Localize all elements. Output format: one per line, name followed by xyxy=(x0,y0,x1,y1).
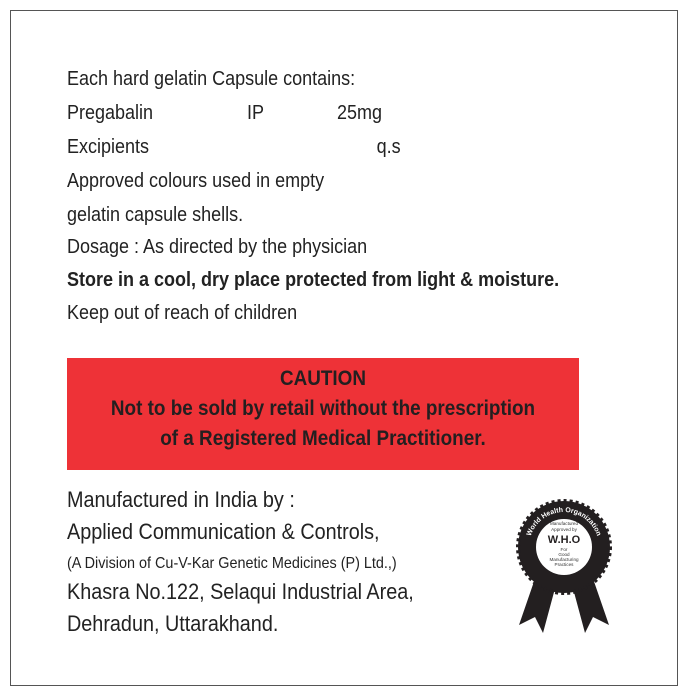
excipients-label: Excipients xyxy=(67,136,150,158)
drug-quantity: 25mg xyxy=(337,102,383,124)
address-line-2: Dehradun, Uttarakhand. xyxy=(67,611,279,636)
seal-line-4: Good xyxy=(558,552,570,557)
caution-box xyxy=(67,358,579,470)
seal-line-6: Practices xyxy=(554,562,574,567)
storage-instruction: Store in a cool, dry place protected from light & moisture. xyxy=(67,269,560,291)
excipients-quantity: q.s xyxy=(376,136,401,158)
dosage-text: Dosage : As directed by the physician xyxy=(67,236,368,258)
caution-title: CAUTION xyxy=(279,367,367,390)
caution-line-2: of a Registered Medical Practitioner. xyxy=(160,427,486,450)
seal-abbr: W.H.O xyxy=(547,534,581,546)
colours-line-2: gelatin capsule shells. xyxy=(67,204,244,226)
seal-line-1: Manufactured xyxy=(549,521,579,526)
seal-line-5: Manufacturing xyxy=(549,557,579,562)
children-warning: Keep out of reach of children xyxy=(67,302,298,324)
who-gmp-seal-icon xyxy=(509,497,619,637)
seal-line-2: Approved by xyxy=(551,527,577,532)
address-line-1: Khasra No.122, Selaqui Industrial Area, xyxy=(67,579,414,604)
excipients-row xyxy=(67,135,409,159)
medicine-label xyxy=(10,10,678,686)
drug-standard: IP xyxy=(247,102,265,124)
company-name: Applied Communication & Controls, xyxy=(67,519,380,544)
seal-ring-textpath: World Health Organization xyxy=(525,506,603,537)
seal-line-3: For xyxy=(560,547,568,552)
colours-line-1: Approved colours used in empty xyxy=(67,170,325,192)
manufactured-intro: Manufactured in India by : xyxy=(67,487,295,512)
drug-name: Pregabalin xyxy=(67,102,154,124)
composition-heading: Each hard gelatin Capsule contains: xyxy=(67,68,356,90)
caution-line-1: Not to be sold by retail without the prescription xyxy=(110,397,536,420)
drug-row xyxy=(67,101,409,125)
company-division: (A Division of Cu-V-Kar Genetic Medicines (P) Ltd.,) xyxy=(67,555,397,572)
